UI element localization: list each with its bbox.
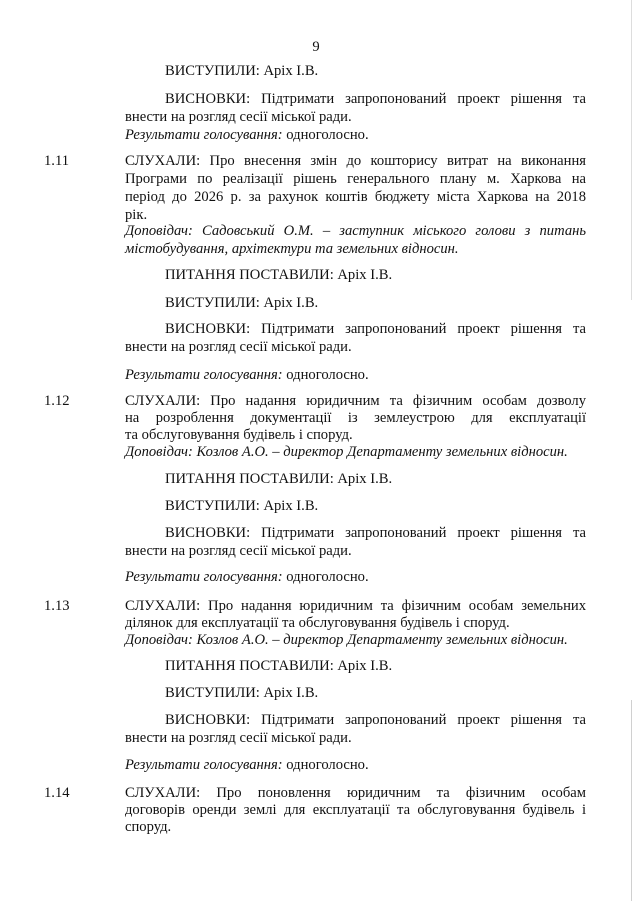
- speaker-line: Доповідач: Садовський О.М. – заступник міського голови з питань: [125, 223, 586, 239]
- heard-line: СЛУХАЛИ: Про поновлення юридичним та фізичним особам: [125, 785, 586, 801]
- heard-line: на розроблення документації із землеустрою для експлуатації: [125, 410, 586, 426]
- heard-line: ділянок для експлуатації та обслуговування будівель і споруд.: [125, 615, 510, 631]
- spoke: ВИСТУПИЛИ: Аріх І.В.: [165, 295, 319, 311]
- conclusion-line2: внести на розгляд сесії міської ради.: [125, 339, 352, 355]
- voting-results-value: одноголосно.: [282, 367, 369, 383]
- top-conclusion-line1: ВИСНОВКИ: Підтримати запропонований проект рішення та: [165, 91, 586, 107]
- voting-results-label: Результати голосування:: [125, 127, 283, 143]
- spoke: ВИСТУПИЛИ: Аріх І.В.: [165, 685, 319, 701]
- spoke: ВИСТУПИЛИ: Аріх І.В.: [165, 498, 319, 514]
- heard-line: СЛУХАЛИ: Про внесення змін до кошторису витрат на виконання: [125, 153, 586, 169]
- voting-results-label: Результати голосування:: [125, 569, 283, 585]
- voting-results-value: одноголосно.: [282, 757, 369, 773]
- voting-results-label: Результати голосування:: [125, 757, 283, 773]
- heard-line: рік.: [125, 207, 148, 223]
- conclusion-line1: ВИСНОВКИ: Підтримати запропонований проект рішення та: [165, 525, 586, 541]
- questions-raised: ПИТАННЯ ПОСТАВИЛИ: Аріх І.В.: [165, 267, 393, 283]
- heard-line: споруд.: [125, 819, 172, 835]
- heard-line: СЛУХАЛИ: Про надання юридичним та фізичним особам дозволу: [125, 393, 586, 409]
- top-spoke: ВИСТУПИЛИ: Аріх І.В.: [165, 63, 319, 79]
- questions-raised: ПИТАННЯ ПОСТАВИЛИ: Аріх І.В.: [165, 658, 393, 674]
- heard-line: період до 2026 р. за рахунок коштів бюджету міста Харкова на 2018: [125, 189, 586, 205]
- item-number: 1.11: [44, 153, 69, 169]
- item-number: 1.12: [44, 393, 70, 409]
- voting-results: [125, 568, 369, 586]
- conclusion-line1: ВИСНОВКИ: Підтримати запропонований проект рішення та: [165, 712, 586, 728]
- voting-results-value: одноголосно.: [282, 569, 369, 585]
- voting-results-label: Результати голосування:: [125, 367, 283, 383]
- speaker-line: Доповідач: Козлов А.О. – директор Департаменту земельних відносин.: [125, 632, 568, 648]
- heard-line: договорів оренди землі для експлуатації та обслуговування будівель і: [125, 802, 586, 818]
- speaker-line: Доповідач: Козлов А.О. – директор Департаменту земельних відносин.: [125, 444, 568, 460]
- voting-results: [125, 756, 369, 774]
- conclusion-line2: внести на розгляд сесії міської ради.: [125, 543, 352, 559]
- conclusion-line1: ВИСНОВКИ: Підтримати запропонований проект рішення та: [165, 321, 586, 337]
- voting-results: [125, 366, 369, 384]
- top-conclusion-line2: внести на розгляд сесії міської ради.: [125, 109, 352, 125]
- questions-raised: ПИТАННЯ ПОСТАВИЛИ: Аріх І.В.: [165, 471, 393, 487]
- conclusion-line2: внести на розгляд сесії міської ради.: [125, 730, 352, 746]
- page-number: 9: [312, 39, 320, 55]
- item-number: 1.13: [44, 598, 70, 614]
- top-voting-results: [125, 126, 369, 144]
- voting-results-value: одноголосно.: [282, 127, 369, 143]
- heard-line: Програми по реалізації рішень генерального плану м. Харкова на: [125, 171, 586, 187]
- item-number: 1.14: [44, 785, 70, 801]
- heard-line: СЛУХАЛИ: Про надання юридичним та фізичним особам земельних: [125, 598, 586, 614]
- heard-line: та обслуговування будівель і споруд.: [125, 427, 353, 443]
- speaker-line: містобудування, архітектури та земельних відносин.: [125, 241, 459, 257]
